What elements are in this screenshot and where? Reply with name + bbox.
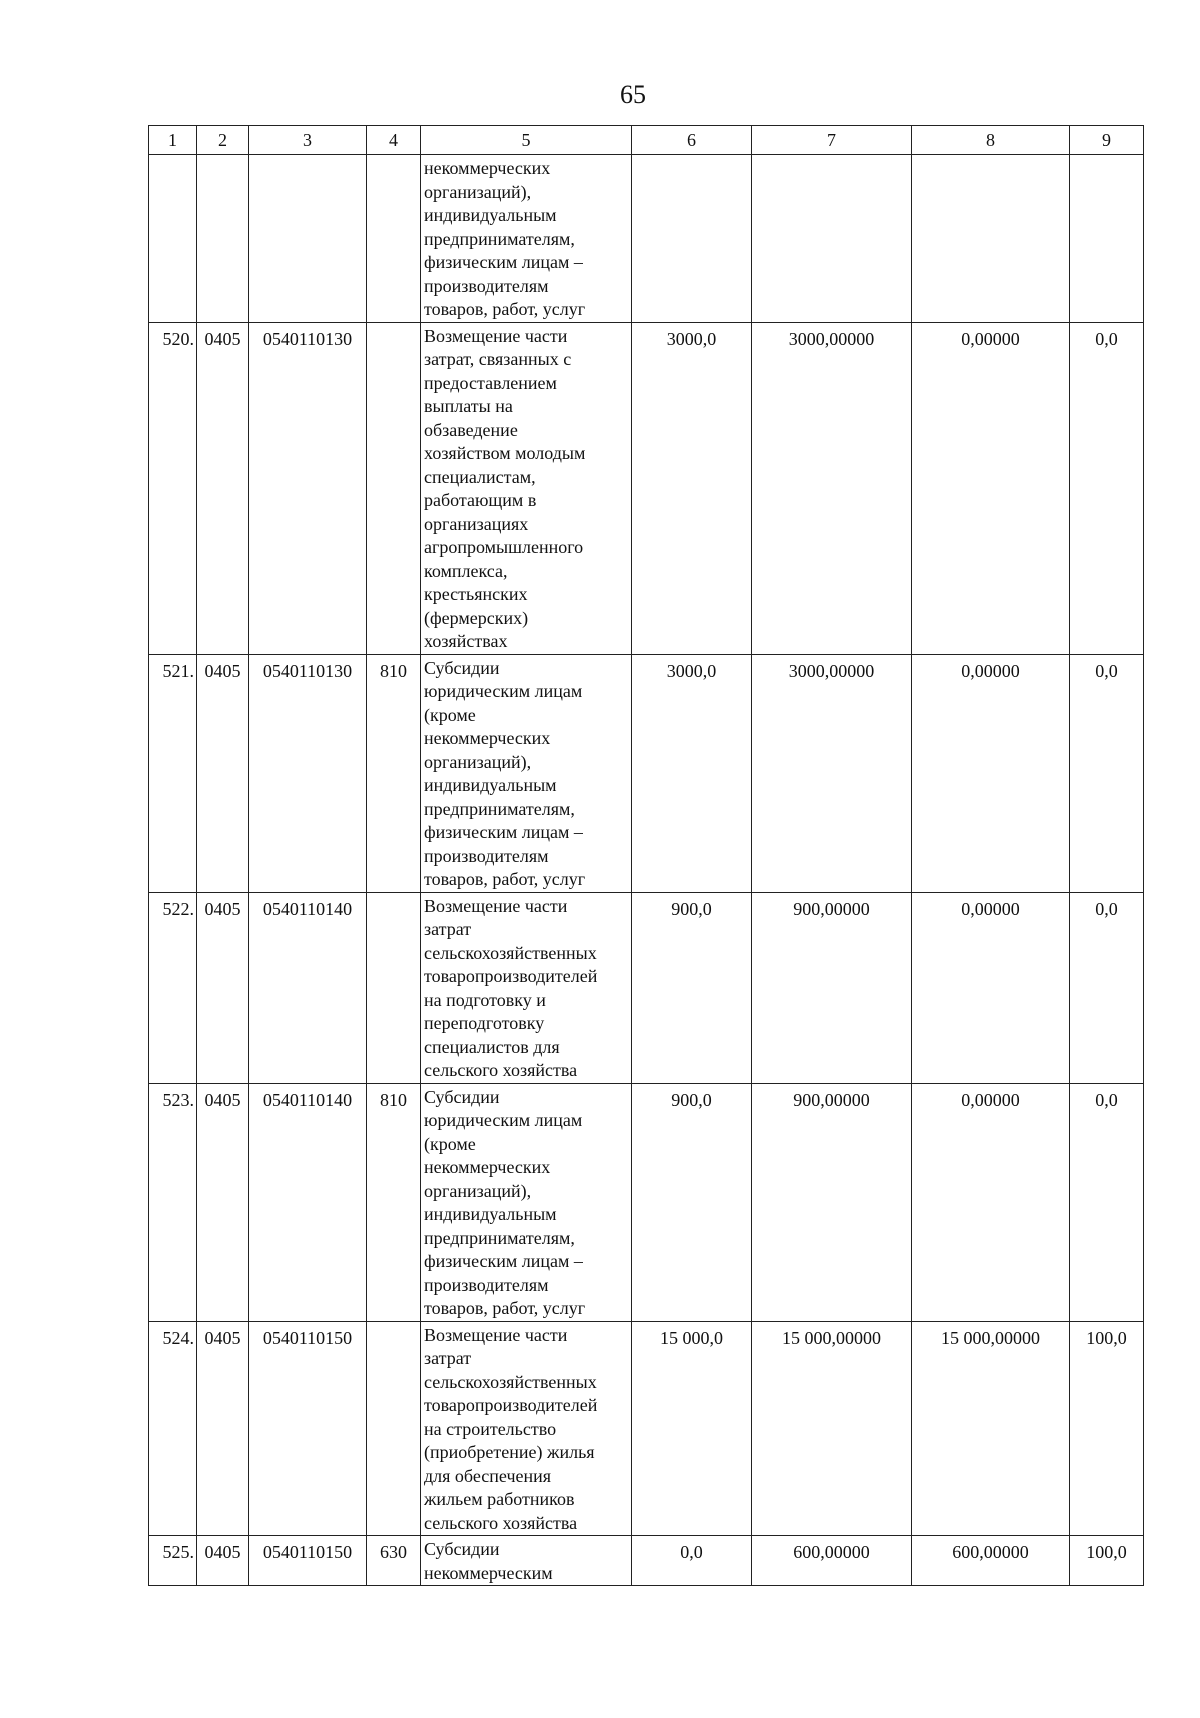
- value-col7-cell: 3000,00000: [752, 322, 912, 654]
- description-line: Субсидии: [424, 1086, 500, 1107]
- row-number-cell: 522.: [149, 892, 197, 1083]
- column-header: 4: [367, 126, 421, 155]
- column-header: 5: [421, 126, 632, 155]
- section-code-cell: 0405: [197, 1536, 249, 1586]
- description-line: специалистам,: [424, 466, 536, 487]
- description-line: Субсидии: [424, 1539, 500, 1559]
- row-number-cell: 520.: [149, 322, 197, 654]
- description-line: юридическим лицам: [424, 1110, 583, 1130]
- description-line: (кроме: [424, 1133, 476, 1154]
- target-article-cell: 0540110150: [249, 1321, 367, 1536]
- description-line: Возмещение части: [424, 1324, 568, 1345]
- column-number-row: [149, 126, 1144, 155]
- expense-type-cell: 810: [367, 654, 421, 892]
- table-row: [149, 1083, 1144, 1321]
- value-col9-cell: 100,0: [1070, 1536, 1144, 1586]
- value-col9-cell: 0,0: [1070, 654, 1144, 892]
- column-header: 8: [912, 126, 1070, 155]
- description-line: Субсидии: [424, 657, 500, 678]
- description-line: производителям: [424, 845, 549, 866]
- description-line: индивидуальным: [424, 1204, 557, 1224]
- expense-type-cell: 630: [367, 1536, 421, 1586]
- value-col6-cell: 900,0: [632, 1083, 752, 1321]
- description-line: товаропроизводителей: [424, 966, 598, 986]
- value-col8-cell: 600,00000: [912, 1536, 1070, 1586]
- value-col7-cell: 900,00000: [752, 1083, 912, 1321]
- section-code-cell: 0405: [197, 1083, 249, 1321]
- column-header: 7: [752, 126, 912, 155]
- value-col8-cell: 0,00000: [912, 892, 1070, 1083]
- description-line: сельского хозяйства: [424, 1060, 578, 1080]
- row-number-cell: 521.: [149, 654, 197, 892]
- expense-type-cell: 810: [367, 1083, 421, 1321]
- description-line: комплекса,: [424, 560, 508, 581]
- value-col8-cell: 0,00000: [912, 1083, 1070, 1321]
- description-line: предпринимателям,: [424, 228, 575, 249]
- description-line: на подготовку и: [424, 989, 546, 1010]
- description-line: товаропроизводителей: [424, 1395, 598, 1415]
- description-line: сельскохозяйственных: [424, 1371, 597, 1392]
- value-col7-cell: 3000,00000: [752, 654, 912, 892]
- description-line: производителям: [424, 1274, 549, 1295]
- value-col6-cell: 3000,0: [632, 322, 752, 654]
- column-header: 1: [149, 126, 197, 155]
- row-number-cell: 524.: [149, 1321, 197, 1536]
- value-col7-cell: 15 000,00000: [752, 1321, 912, 1536]
- table-row: [149, 1536, 1144, 1586]
- description-line: работающим в: [424, 490, 537, 510]
- description-line: производителям: [424, 275, 549, 296]
- description-line: специалистов для: [424, 1036, 560, 1057]
- budget-table: [148, 125, 1144, 1586]
- description-line: физическим лицам –: [424, 252, 583, 272]
- expense-type-cell: [367, 322, 421, 654]
- description-line: сельскохозяйственных: [424, 942, 597, 963]
- description-line: Возмещение части: [424, 325, 568, 346]
- description-line: индивидуальным: [424, 775, 557, 795]
- page-number: 65: [620, 80, 646, 109]
- section-code-cell: 0405: [197, 892, 249, 1083]
- description-line: Возмещение части: [424, 895, 568, 916]
- description-cell: [421, 654, 632, 892]
- description-line: хозяйством молодым: [424, 443, 586, 463]
- description-cell: [421, 892, 632, 1083]
- description-line: (фермерских): [424, 607, 529, 628]
- description-line: некоммерческих: [424, 728, 551, 748]
- description-line: товаров, работ, услуг: [424, 1298, 586, 1318]
- column-header: 6: [632, 126, 752, 155]
- table-row: [149, 892, 1144, 1083]
- description-line: (приобретение) жилья: [424, 1442, 595, 1462]
- target-article-cell: 0540110130: [249, 654, 367, 892]
- description-cell: [421, 1536, 632, 1586]
- description-line: предоставлением: [424, 372, 557, 393]
- value-col7-cell: 900,00000: [752, 892, 912, 1083]
- description-line: (кроме: [424, 704, 476, 725]
- value-col9-cell: 0,0: [1070, 892, 1144, 1083]
- continuation-row: [149, 155, 1144, 323]
- description-line: некоммерческих: [424, 1157, 551, 1177]
- description-line: физическим лицам –: [424, 822, 583, 842]
- column-header: 3: [249, 126, 367, 155]
- value-col6-cell: 900,0: [632, 892, 752, 1083]
- description-cell: [421, 1083, 632, 1321]
- description-line: жильем работников: [424, 1489, 575, 1509]
- section-code-cell: 0405: [197, 322, 249, 654]
- description-line: затрат: [424, 919, 472, 939]
- target-article-cell: 0540110140: [249, 1083, 367, 1321]
- expense-type-cell: [367, 892, 421, 1083]
- table-row: [149, 654, 1144, 892]
- description-line: организаций),: [424, 1180, 532, 1201]
- description-line: агропромышленного: [424, 537, 584, 557]
- target-article-cell: 0540110130: [249, 322, 367, 654]
- description-line: затрат, связанных с: [424, 349, 572, 369]
- description-line: обзаведение: [424, 419, 518, 440]
- description-line: организаций),: [424, 181, 532, 202]
- description-line: организаций),: [424, 751, 532, 772]
- value-col6-cell: 0,0: [632, 1536, 752, 1586]
- description-line: сельского хозяйства: [424, 1512, 578, 1533]
- target-article-cell: 0540110150: [249, 1536, 367, 1586]
- description-line: затрат: [424, 1348, 472, 1368]
- description-line: для обеспечения: [424, 1465, 552, 1486]
- description-line: переподготовку: [424, 1013, 545, 1033]
- value-col9-cell: 0,0: [1070, 322, 1144, 654]
- column-header: 9: [1070, 126, 1144, 155]
- description-line: хозяйствах: [424, 631, 508, 651]
- table-row: [149, 1321, 1144, 1536]
- description-line: на строительство: [424, 1418, 557, 1439]
- description-line: товаров, работ, услуг: [424, 299, 586, 319]
- section-code-cell: 0405: [197, 654, 249, 892]
- description-cell: [421, 322, 632, 654]
- value-col8-cell: 0,00000: [912, 654, 1070, 892]
- description-line: физическим лицам –: [424, 1251, 583, 1271]
- expense-type-cell: [367, 1321, 421, 1536]
- value-col8-cell: 0,00000: [912, 322, 1070, 654]
- row-number-cell: 523.: [149, 1083, 197, 1321]
- value-col9-cell: 0,0: [1070, 1083, 1144, 1321]
- description-line: предпринимателям,: [424, 1227, 575, 1248]
- value-col6-cell: 3000,0: [632, 654, 752, 892]
- description-line: товаров, работ, услуг: [424, 869, 586, 889]
- value-col7-cell: 600,00000: [752, 1536, 912, 1586]
- table-row: [149, 322, 1144, 654]
- description-line: юридическим лицам: [424, 681, 583, 701]
- row-number-cell: 525.: [149, 1536, 197, 1586]
- description-line: выплаты на: [424, 396, 513, 416]
- description-line: некоммерческих: [424, 158, 551, 178]
- description-cell: [421, 1321, 632, 1536]
- description-line: предпринимателям,: [424, 798, 575, 819]
- description-line: индивидуальным: [424, 205, 557, 225]
- value-col6-cell: 15 000,0: [632, 1321, 752, 1536]
- description-cell: [421, 155, 632, 323]
- value-col8-cell: 15 000,00000: [912, 1321, 1070, 1536]
- section-code-cell: 0405: [197, 1321, 249, 1536]
- value-col9-cell: 100,0: [1070, 1321, 1144, 1536]
- description-line: организациях: [424, 513, 529, 534]
- description-line: крестьянских: [424, 584, 528, 604]
- description-line: некоммерческим: [424, 1562, 553, 1583]
- target-article-cell: 0540110140: [249, 892, 367, 1083]
- column-header: 2: [197, 126, 249, 155]
